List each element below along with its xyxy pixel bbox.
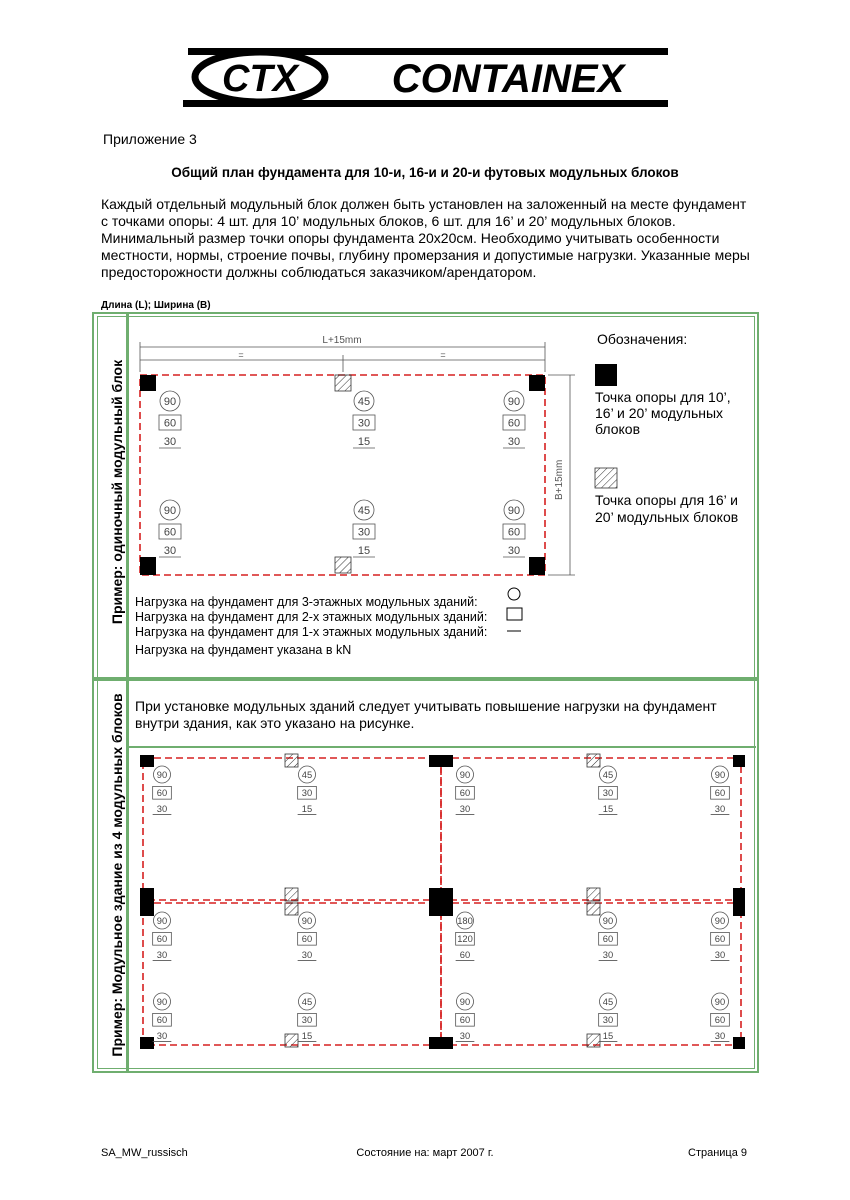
- support-solid: [140, 888, 154, 916]
- support-hatched: [587, 1034, 600, 1047]
- svg-text:15: 15: [602, 1030, 614, 1041]
- svg-text:30: 30: [156, 949, 168, 960]
- svg-text:45: 45: [602, 996, 614, 1007]
- load-group: [456, 766, 475, 814]
- load-group: [503, 500, 525, 557]
- section2-text: При установке модульных зданий следует учитывать повышение нагрузки на фундамент внутри здания, как это указано на рисунке.: [135, 698, 717, 731]
- svg-text:90: 90: [163, 396, 177, 408]
- svg-text:45: 45: [357, 396, 371, 408]
- svg-text:30: 30: [301, 949, 313, 960]
- load-3floor-text: Нагрузка на фундамент для 3-этажных модульных зданий:: [135, 595, 478, 609]
- svg-text:30: 30: [602, 788, 614, 799]
- svg-text:60: 60: [301, 934, 313, 945]
- load-group: [711, 912, 730, 960]
- svg-text:30: 30: [301, 1015, 313, 1026]
- load-group: [353, 500, 375, 557]
- load-group: [159, 391, 181, 448]
- length-dimension: [140, 342, 545, 372]
- svg-text:60: 60: [156, 788, 168, 799]
- svg-text:60: 60: [714, 1015, 726, 1026]
- load-group: [711, 766, 730, 814]
- load-group: [711, 993, 730, 1041]
- svg-text:90: 90: [459, 769, 471, 780]
- dim-width-text: B+15mm: [554, 459, 565, 500]
- support-solid: [140, 755, 154, 767]
- support-solid: [529, 557, 545, 575]
- svg-text:45: 45: [357, 505, 371, 517]
- svg-text:90: 90: [156, 996, 168, 1007]
- load-group: [456, 912, 475, 960]
- legend-solid-text: Точка опоры для 10’, 16’ и 20’ модульных блоков: [595, 389, 731, 437]
- svg-text:15: 15: [301, 1030, 313, 1041]
- support-hatched: [335, 375, 351, 391]
- support-solid: [429, 755, 453, 767]
- svg-text:45: 45: [301, 996, 313, 1007]
- svg-text:45: 45: [602, 769, 614, 780]
- svg-text:60: 60: [459, 949, 471, 960]
- support-solid: [140, 375, 156, 391]
- svg-text:30: 30: [163, 436, 177, 448]
- svg-text:90: 90: [714, 769, 726, 780]
- load-group: [298, 766, 317, 814]
- svg-text:30: 30: [163, 545, 177, 557]
- svg-text:60: 60: [507, 526, 521, 539]
- svg-text:60: 60: [714, 934, 726, 945]
- svg-text:90: 90: [156, 915, 168, 926]
- dim-length-text: L+15mm: [322, 335, 362, 346]
- support-hatched: [285, 754, 298, 767]
- support-hatched: [285, 1034, 298, 1047]
- appendix-label: Приложение 3: [103, 131, 197, 147]
- load-1floor-text: Нагрузка на фундамент для 1-х этажных модульных зданий:: [135, 625, 488, 639]
- load-group: [456, 993, 475, 1041]
- svg-text:120: 120: [457, 934, 473, 945]
- svg-text:30: 30: [357, 526, 371, 539]
- svg-text:90: 90: [507, 505, 521, 517]
- square-symbol: [507, 608, 522, 620]
- support-hatched: [285, 903, 298, 915]
- svg-text:90: 90: [459, 996, 471, 1007]
- svg-text:30: 30: [602, 1015, 614, 1026]
- footer-page: Страница 9: [688, 1147, 748, 1159]
- svg-text:60: 60: [156, 1015, 168, 1026]
- dim-equal-left: =: [238, 350, 244, 360]
- section1-label: Пример: одиночный модульный блок: [109, 359, 125, 625]
- support-hatched: [587, 903, 600, 915]
- support-solid: [733, 755, 745, 767]
- svg-text:90: 90: [301, 915, 313, 926]
- svg-text:60: 60: [714, 788, 726, 799]
- support-solid: [140, 1037, 154, 1049]
- svg-text:90: 90: [714, 915, 726, 926]
- support-solid: [733, 888, 745, 916]
- support-hatched: [587, 754, 600, 767]
- legend-title: Обозначения:: [597, 331, 688, 347]
- svg-text:60: 60: [459, 1015, 471, 1026]
- load-group: [599, 993, 618, 1041]
- svg-text:30: 30: [714, 1030, 726, 1041]
- svg-text:30: 30: [156, 1030, 168, 1041]
- footer-date: Состояние на: март 2007 г.: [356, 1147, 494, 1159]
- length-width-label: Длина (L); Ширина (B): [101, 300, 211, 311]
- load-group: [353, 391, 375, 448]
- footer-doc-id: SA_MW_russisch: [101, 1147, 188, 1159]
- legend-hatched-symbol: [595, 468, 617, 488]
- load-group: [298, 912, 317, 960]
- legend-hatched-text: Точка опоры для 16’ и 20’ модульных блоков: [595, 492, 739, 525]
- support-solid: [429, 1037, 453, 1049]
- svg-text:60: 60: [507, 417, 521, 430]
- svg-text:60: 60: [459, 788, 471, 799]
- svg-text:90: 90: [714, 996, 726, 1007]
- svg-text:15: 15: [602, 803, 614, 814]
- svg-text:180: 180: [457, 915, 473, 926]
- load-group: [503, 391, 525, 448]
- support-solid: [140, 557, 156, 575]
- support-solid: [733, 1037, 745, 1049]
- load-group: [159, 500, 181, 557]
- svg-text:30: 30: [459, 803, 471, 814]
- load-group: [153, 993, 172, 1041]
- svg-text:90: 90: [602, 915, 614, 926]
- svg-text:30: 30: [714, 949, 726, 960]
- four-module-supports: [140, 754, 745, 1049]
- intro-paragraph: Каждый отдельный модульный блок должен быть установлен на заложенный на месте фундамент с точками опоры: 4 шт. для 10’ модульных блоков, 6 шт. для 16’ и 20’ модульных блоков. Минимальный размер точки опоры фундамента 20x20см. Необходимо учитывать особенности местности, нормы, строение почвы, глубину промерзания и допустимые нагрузки. Указанные меры предосторожности должны соблюдаться заказчиком/арендатором.: [101, 196, 750, 280]
- svg-text:30: 30: [156, 803, 168, 814]
- svg-text:15: 15: [357, 436, 371, 448]
- support-solid: [429, 888, 453, 916]
- svg-text:30: 30: [357, 417, 371, 430]
- svg-text:90: 90: [507, 396, 521, 408]
- svg-text:30: 30: [459, 1030, 471, 1041]
- load-group: [153, 766, 172, 814]
- svg-text:CTX: CTX: [222, 58, 298, 100]
- svg-text:30: 30: [507, 436, 521, 448]
- support-hatched: [335, 557, 351, 573]
- load-group: [599, 766, 618, 814]
- svg-text:90: 90: [163, 505, 177, 517]
- load-group: [298, 993, 317, 1041]
- svg-text:45: 45: [301, 769, 313, 780]
- svg-text:15: 15: [301, 803, 313, 814]
- svg-text:CONTAINEX: CONTAINEX: [391, 57, 625, 101]
- svg-text:90: 90: [156, 769, 168, 780]
- module-outline: [140, 375, 545, 575]
- svg-text:60: 60: [156, 934, 168, 945]
- support-hatched: [587, 888, 600, 901]
- dim-equal-right: =: [440, 350, 446, 360]
- load-unit-text: Нагрузка на фундамент указана в kN: [135, 643, 352, 657]
- svg-text:15: 15: [357, 545, 371, 557]
- svg-text:30: 30: [714, 803, 726, 814]
- support-hatched: [285, 888, 298, 901]
- support-solid: [529, 375, 545, 391]
- load-group: [153, 912, 172, 960]
- svg-text:30: 30: [507, 545, 521, 557]
- load-group: [599, 912, 618, 960]
- legend-solid-symbol: [595, 364, 617, 386]
- svg-text:30: 30: [602, 949, 614, 960]
- section2-label: Пример: Модульное здание из 4 модульных блоков: [109, 693, 125, 1057]
- svg-text:60: 60: [602, 934, 614, 945]
- load-2floor-text: Нагрузка на фундамент для 2-х этажных модульных зданий:: [135, 610, 488, 624]
- svg-text:60: 60: [163, 417, 177, 430]
- circle-symbol: [508, 588, 520, 600]
- page-title: Общий план фундамента для 10-и, 16-и и 20-и футовых модульных блоков: [171, 165, 679, 180]
- svg-text:60: 60: [163, 526, 177, 539]
- svg-text:30: 30: [301, 788, 313, 799]
- load-values: [159, 391, 525, 557]
